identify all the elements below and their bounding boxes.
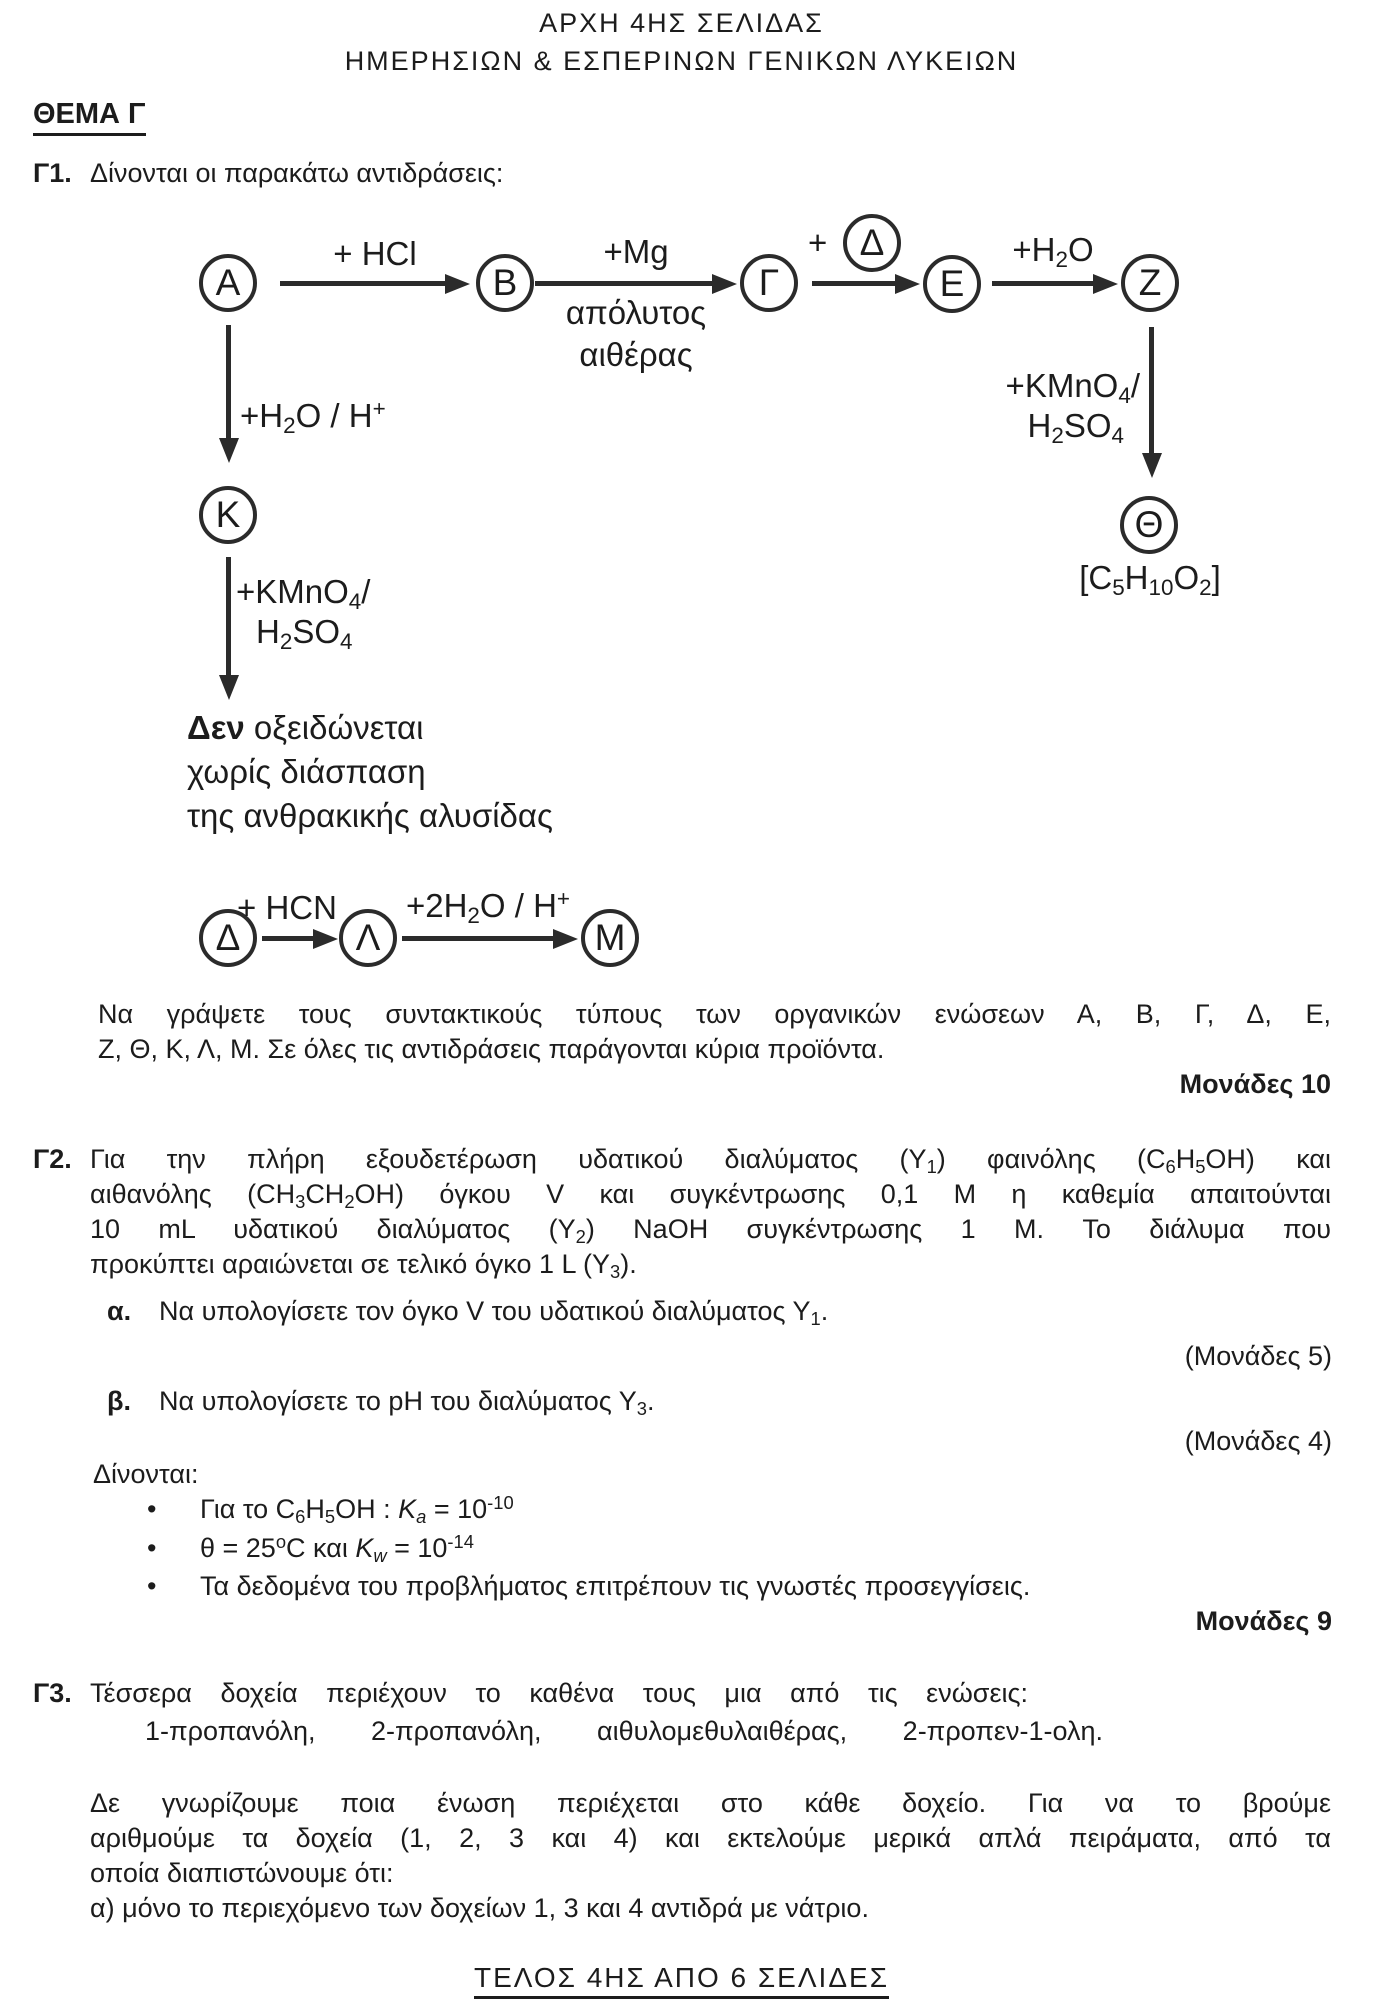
label-kmno4-h2so4-left: +KMnO$_4$/ $H_2SO_4$ (236, 573, 371, 655)
label-plus-hcl: + HCl (333, 235, 417, 272)
label-not-oxidized: Δεν οξειδώνεται χωρίς διάσπαση της ανθρακικής αλυσίδας (187, 709, 553, 834)
page-header-line-1: ΑΡΧΗ 4ΗΣ ΣΕΛΙΔΑΣ (539, 8, 824, 38)
g2b-label: β. (107, 1386, 131, 1416)
arrow-E-to-Z (992, 281, 1093, 286)
page-header-line-2: ΗΜΕΡΗΣΙΩΝ & ΕΣΠΕΡΙΝΩΝ ΓΕΝΙΚΩΝ ΛΥΚΕΙΩΝ (344, 46, 1019, 76)
g2-bullet-2: • $\theta = 25^oC$ και $K_w = 10^{-14}$ (147, 1530, 474, 1566)
node-M: Μ (581, 909, 639, 967)
g3-para-line-3: οποία διαπιστώνουμε ότι: (90, 1858, 394, 1888)
g1-task-line-2: Ζ, Θ, Κ, Λ, Μ. Σε όλες τις αντιδράσεις παράγονται κύρια προϊόντα. (98, 1034, 885, 1064)
g3-para-line-4: α) μόνο το περιεχόμενο των δοχείων 1, 3 και 4 αντιδρά με νάτριο. (90, 1893, 869, 1923)
label-plus-before-delta: + (808, 224, 828, 261)
label-plus-h2o: $+H_2O$ (1012, 231, 1094, 273)
label-plus-hcn: + HCN (237, 889, 337, 926)
g2-label: Γ2. (33, 1144, 72, 1174)
bullet-icon: • (147, 1494, 157, 1524)
g2a-points: (Μονάδες 5) (1184, 1341, 1332, 1371)
node-A: Α (199, 254, 257, 312)
g2-line-1: Για την πλήρη εξουδετέρωση υδατικού διαλύματος $(\Upsilon_1)$ φαινόλης $(C_6H_5OH)$ και (90, 1144, 1331, 1177)
node-Delta-2: Δ (199, 909, 257, 967)
node-Delta-catalyst: Δ (843, 214, 901, 272)
g2-points: Μονάδες 9 (1195, 1606, 1332, 1636)
node-Gamma: Γ (740, 254, 798, 312)
arrow-Delta-to-Lambda (262, 936, 313, 941)
g3-label: Γ3. (33, 1678, 72, 1708)
page-footer: ΤΕΛΟΣ 4ΗΣ ΑΠΟ 6 ΣΕΛΙΔΕΣ (33, 1962, 1330, 1994)
node-Theta: Θ (1120, 496, 1178, 554)
arrow-Z-to-Theta (1149, 327, 1154, 453)
g2-body (90, 1142, 1331, 1282)
g3-line-2: 1-προπανόλη, 2-προπανόλη, αιθυλομεθυλαιθέρας, 2-προπεν-1-ολη. (145, 1716, 1103, 1746)
g2a-text: Να υπολογίσετε τον όγκο V του υδατικού διαλύματος $\Upsilon_1$. (159, 1296, 829, 1329)
g2b-text: Να υπολογίσετε το pH του διαλύματος $\Upsilon_3$. (159, 1386, 655, 1419)
bullet-icon: • (147, 1533, 157, 1563)
g2-line-2: αιθανόλης $(CH_3CH_2OH)$ όγκου V και συγκέντρωσης 0,1 M η καθεμία απαιτούνται (90, 1179, 1331, 1212)
arrow-B-to-Gamma (535, 281, 712, 286)
g2a-label: α. (107, 1296, 132, 1326)
node-K: Κ (199, 486, 257, 544)
arrow-Gamma-to-E (812, 281, 895, 286)
g3-line-1: Τέσσερα δοχεία περιέχουν το καθένα τους μια από τις ενώσεις: (90, 1678, 1028, 1708)
node-Lambda: Λ (339, 909, 397, 967)
g1-points: Μονάδες 10 (1179, 1069, 1331, 1099)
label-kmno4-h2so4-right: +KMnO$_4$/ $H_2SO_4$ (1005, 367, 1140, 449)
g2-bullet-3: • Τα δεδομένα του προβλήματος επιτρέπουν τις γνωστές προσεγγίσεις. (147, 1569, 1030, 1604)
g2-line-3: 10 mL υδατικού διαλύματος $(\Upsilon_2)$ NaOH συγκέντρωσης 1 M. Το διάλυμα που (90, 1214, 1331, 1247)
arrow-Lambda-to-M (402, 936, 553, 941)
g3-paragraph (90, 1786, 1331, 1926)
node-E: Ε (923, 255, 981, 313)
g1-label: Γ1. (33, 158, 72, 188)
g2-given-label: Δίνονται: (93, 1459, 199, 1489)
label-theta-formula: $[C_5H_{10}O_2]$ (1079, 559, 1221, 601)
theme-title: ΘΕΜΑ Γ (33, 98, 146, 131)
g3-para-line-2: αριθμούμε τα δοχεία (1, 2, 3 και 4) και εκτελούμε μερικά απλά πειράματα, από τα (90, 1823, 1331, 1853)
label-absolute-ether: απόλυτος αιθέρας (565, 294, 707, 373)
g1-intro: Δίνονται οι παρακάτω αντιδράσεις: (90, 158, 504, 188)
g3-para-line-1: Δε γνωρίζουμε ποια ένωση περιέχεται στο κάθε δοχείο. Για να το βρούμε (90, 1788, 1331, 1818)
arrow-A-to-B (280, 281, 445, 286)
g1-task-line-1: Να γράψετε τους συντακτικούς τύπους των οργανικών ενώσεων Α, Β, Γ, Δ, Ε, (98, 999, 1331, 1029)
node-Z: Ζ (1121, 254, 1179, 312)
label-plus-h2o-hplus: $+H_2O / H^+$ (240, 395, 386, 439)
node-B: Β (476, 254, 534, 312)
g2b-points: (Μονάδες 4) (1184, 1426, 1332, 1456)
arrow-A-to-K (226, 325, 231, 438)
bullet-icon: • (147, 1571, 157, 1601)
arrow-K-to-not-oxidized (226, 557, 231, 675)
label-plus-2h2o-hplus: $+2H_2O / H^+$ (405, 885, 571, 929)
label-plus-mg: +Mg (603, 233, 669, 270)
g2-bullet-1: • Για το $C_6H_5OH$ : $K_a = 10^{-10}$ (147, 1491, 514, 1527)
g2-line-4: προκύπτει αραιώνεται σε τελικό όγκο 1 L $(\Upsilon_3)$. (90, 1249, 637, 1282)
